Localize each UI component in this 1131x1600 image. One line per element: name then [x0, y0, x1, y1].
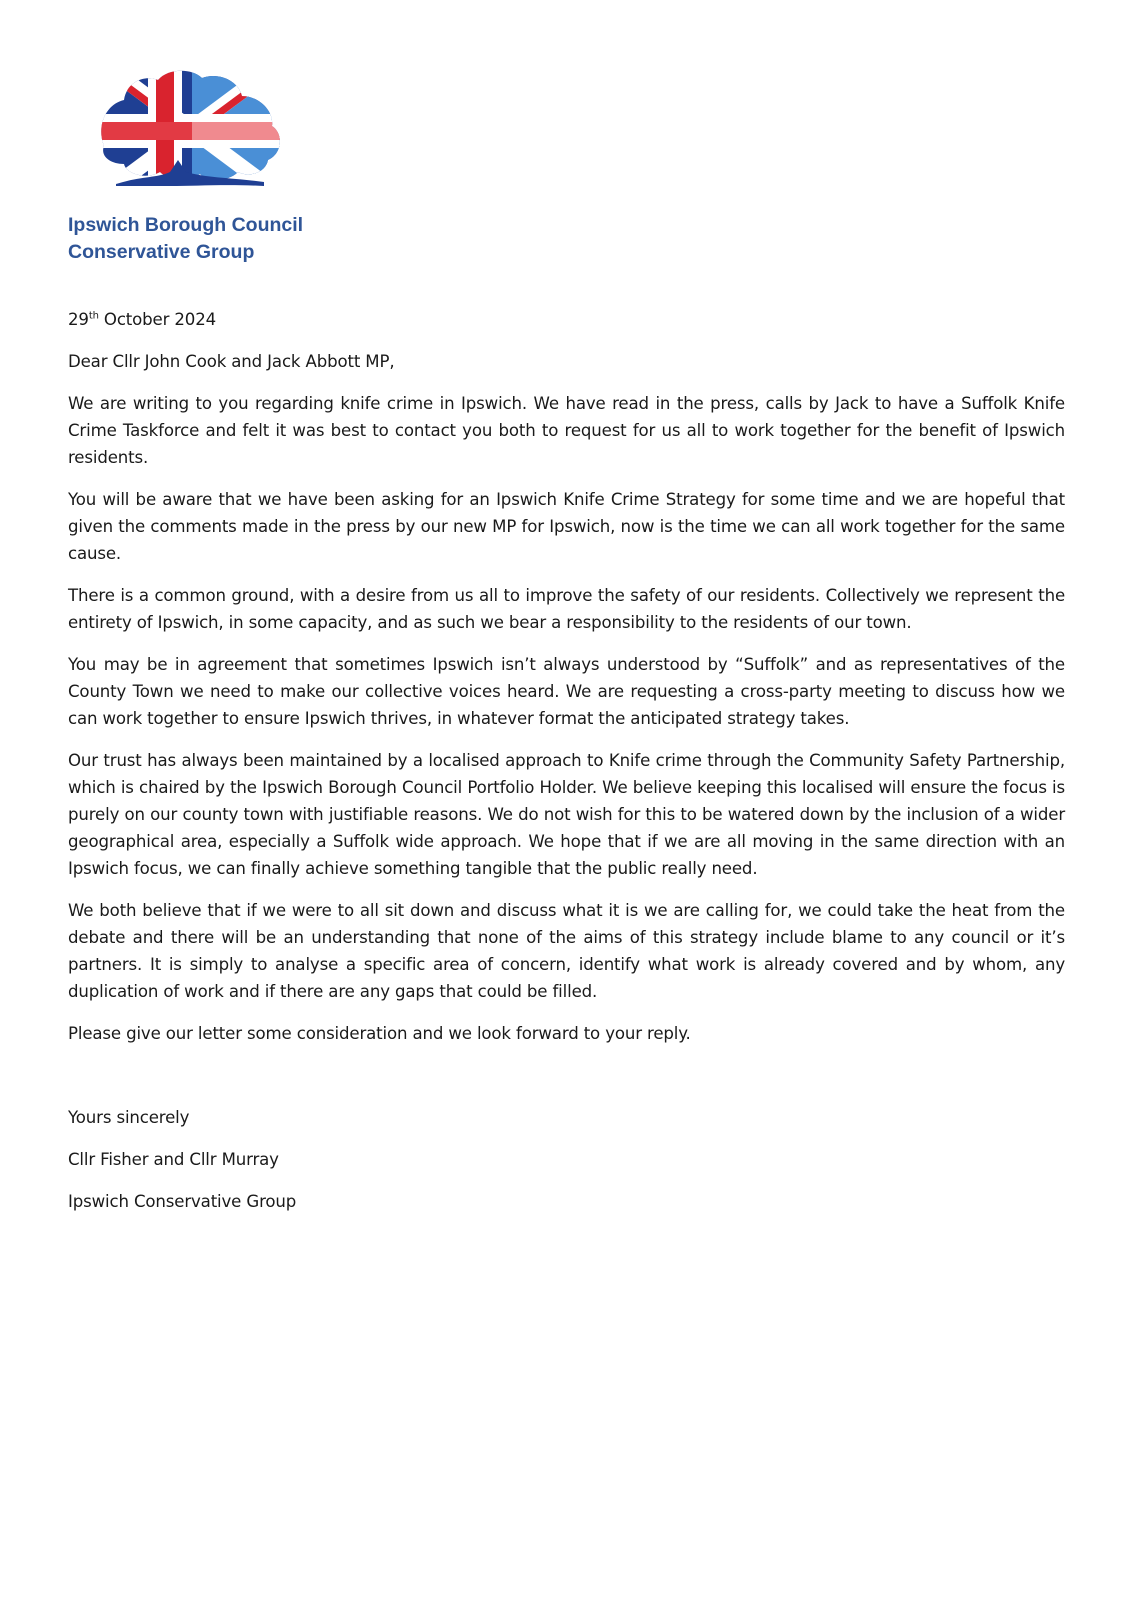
letterhead [68, 68, 388, 266]
group-name: Ipswich Conservative Group [68, 1192, 297, 1211]
paragraph-7: Please give our letter some consideration and we look forward to your reply. [68, 1024, 691, 1043]
letter-date [68, 306, 1065, 333]
paragraph-3: There is a common ground, with a desire from us all to improve the safety of our residents. Collectively we represent the entirety of Ipswich, in some capacity, and as such we bear a responsibility to the residents of our town. [68, 586, 1065, 632]
union-jack-oak-tree-logo-icon [96, 68, 286, 190]
date-month-year: October 2024 [98, 310, 217, 329]
paragraph-1: We are writing to you regarding knife crime in Ipswich. We have read in the press, calls by Jack to have a Suffolk Knife Crime Taskforce and felt it was best to contact you both to request for us all to work together for the benefit of Ipswich residents. [68, 394, 1065, 467]
paragraph-4: You may be in agreement that sometimes Ipswich isn’t always understood by “Suffolk” and as representatives of the County Town we need to make our collective voices heard. We are requesting a cross-party meeting to discuss how we can work together to ensure Ipswich thrives, in whatever format the anticipated strategy takes. [68, 655, 1065, 728]
paragraph-6: We both believe that if we were to all sit down and discuss what it is we are calling for, we could take the heat from the debate and there will be an understanding that none of the aims of this strategy include blame to any council or it’s partners. It is simply to analyse a specific area of concern, identify what work is already covered and by whom, any duplication of work and if there are any gaps that could be filled. [68, 901, 1065, 1001]
salutation: Dear Cllr John Cook and Jack Abbott MP, [68, 352, 395, 371]
org-name-line-2: Conservative Group [68, 241, 255, 263]
letter-body [68, 306, 1065, 1230]
date-day: 29 [68, 310, 89, 329]
signatories: Cllr Fisher and Cllr Murray [68, 1150, 279, 1169]
valediction: Yours sincerely [68, 1108, 190, 1127]
organisation-name [68, 212, 388, 266]
org-name-line-1: Ipswich Borough Council [68, 214, 304, 236]
date-suffix: th [88, 310, 99, 322]
paragraph-5: Our trust has always been maintained by a localised approach to Knife crime through the Community Safety Partnership, which is chaired by the Ipswich Borough Council Portfolio Holder. We believe keeping this localised will ensure the focus is purely on our county town with justifiable reasons. We do not wish for this to be watered down by the inclusion of a wider geographical area, especially a Suffolk wide approach. We hope that if we are all moving in the same direction with an Ipswich focus, we can finally achieve something tangible that the public really need. [68, 751, 1065, 878]
paragraph-2: You will be aware that we have been asking for an Ipswich Knife Crime Strategy for some time and we are hopeful that given the comments made in the press by our new MP for Ipswich, now is the time we can all work together for the same cause. [68, 490, 1065, 563]
closing-block [68, 1104, 1065, 1215]
